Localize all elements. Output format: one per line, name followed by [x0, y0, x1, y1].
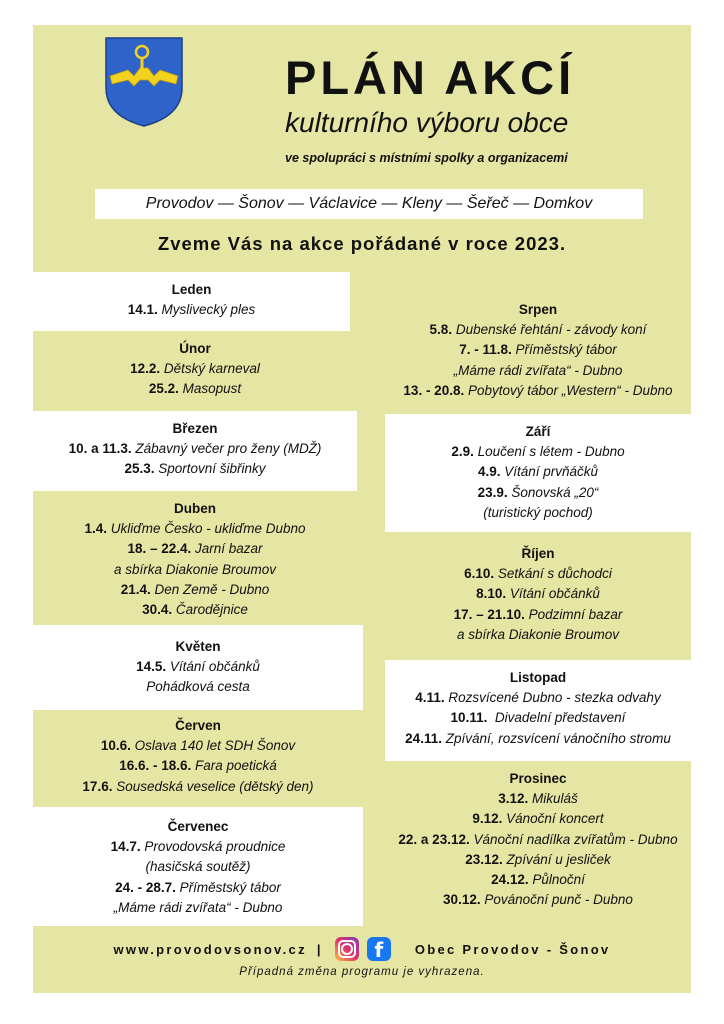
event-date: 21.4. — [120, 581, 151, 597]
month-block-duben — [33, 491, 357, 625]
event-title: Rozsvícené Dubno - stezka odvahy — [444, 690, 661, 706]
month-block-srpen — [385, 292, 691, 414]
footer-contact-line — [33, 937, 691, 961]
municipality-name: Obec Provodov - Šonov — [414, 941, 611, 957]
event-date: 16.6. - 18.6. — [119, 758, 192, 774]
event-line — [385, 729, 691, 749]
month-name: Leden — [171, 282, 212, 297]
event-date: 12.2. — [130, 361, 161, 377]
event-title: Povánoční punč - Dubno — [480, 892, 633, 908]
event-date: 7. - 11.8. — [459, 342, 512, 358]
event-title: Setkání s důchodci — [494, 566, 612, 582]
page-title: PLÁN AKCÍ — [285, 51, 576, 104]
month-block-prosinec — [385, 761, 691, 921]
event-line — [33, 657, 363, 677]
event-line — [33, 756, 363, 776]
footer-separator: | — [316, 941, 323, 957]
invitation-heading: Zveme Vás na akce pořádané v roce 2023. — [157, 233, 567, 254]
event-line — [385, 564, 691, 584]
event-title: „Máme rádi zvířata“ - Dubno — [113, 899, 283, 915]
event-date: 2.9. — [451, 444, 474, 460]
event-line — [385, 340, 691, 360]
event-title: Loučení s létem - Dubno — [473, 444, 625, 460]
month-name: Červenec — [167, 819, 229, 834]
event-line — [385, 503, 691, 523]
event-date: 24.12. — [491, 872, 529, 888]
event-line — [33, 898, 363, 918]
event-title: Příměstský tábor — [511, 342, 617, 358]
month-name: Srpen — [518, 302, 558, 317]
event-line — [385, 890, 691, 910]
event-title: „Máme rádi zvířata“ - Dubno — [453, 362, 623, 378]
event-title: Oslava 140 let SDH Šonov — [130, 738, 296, 754]
event-line — [385, 789, 691, 809]
event-line — [385, 870, 691, 890]
event-title: Zpívání u jesliček — [502, 851, 611, 867]
event-line — [33, 359, 357, 379]
event-line — [385, 483, 691, 503]
event-title: Sportovní šibřinky — [154, 461, 266, 477]
event-date: 14.1. — [127, 302, 158, 318]
event-title: Vánoční nadílka zvířatům - Dubno — [469, 831, 678, 847]
event-title: Pobytový tábor „Western“ - Dubno — [464, 382, 673, 398]
event-title: (hasičská soutěž) — [145, 859, 251, 875]
event-title: Dětský karneval — [160, 361, 260, 377]
month-block-kveten — [33, 625, 363, 710]
disclaimer-note: Případná změna programu je vyhrazena. — [239, 966, 485, 978]
event-date: 25.3. — [124, 461, 155, 477]
month-block-unor — [33, 331, 357, 411]
event-date: 8.10. — [476, 586, 507, 602]
event-title: Šonovská „20“ — [507, 484, 599, 500]
event-title: a sbírka Diakonie Broumov — [456, 626, 620, 642]
event-title: Pohádková cesta — [146, 679, 250, 695]
event-line — [385, 605, 691, 625]
event-date: 30.4. — [142, 602, 173, 618]
event-title: Vítání občánků — [166, 659, 260, 675]
event-date: 14.7. — [110, 839, 141, 855]
event-line — [33, 857, 363, 877]
event-date: 23.12. — [465, 851, 503, 867]
event-title: Zpívání, rozsvícení vánočního stromu — [441, 730, 671, 746]
event-date: 18. – 22.4. — [127, 541, 192, 557]
instagram-icon[interactable] — [335, 937, 359, 961]
event-title: Jarní bazar — [191, 541, 263, 557]
event-line — [385, 809, 691, 829]
event-title: Půlnoční — [528, 872, 585, 888]
month-name: Září — [525, 424, 551, 439]
event-line — [385, 462, 691, 482]
event-title: Provodovská proudnice — [140, 839, 286, 855]
month-block-zari — [385, 414, 691, 532]
month-name: Duben — [174, 501, 216, 516]
event-title: Vítání občánků — [506, 586, 600, 602]
tagline: ve spolupráci s místními spolky a organizacemi — [285, 151, 568, 165]
event-date: 10.6. — [100, 738, 131, 754]
event-title: Masopust — [178, 381, 242, 397]
month-name: Říjen — [521, 546, 555, 561]
month-name: Červen — [175, 718, 221, 733]
event-line — [33, 379, 357, 399]
month-block-leden — [33, 272, 350, 331]
event-date: 1.4. — [84, 521, 108, 537]
event-line — [385, 830, 691, 850]
event-date: 10.11. — [450, 710, 488, 726]
month-block-rijen — [385, 532, 691, 660]
event-title: Dubenské řehtání - závody koní — [452, 322, 647, 338]
event-date: 4.11. — [415, 690, 445, 706]
event-line — [385, 688, 691, 708]
page-subtitle: kulturního výboru obce — [285, 107, 569, 138]
event-date: 23.9. — [477, 484, 508, 500]
event-title: Myslivecký ples — [157, 302, 256, 318]
month-block-listopad — [385, 660, 691, 761]
event-line — [33, 300, 350, 320]
event-title: Čarodějnice — [172, 602, 248, 618]
event-date: 17.6. — [82, 778, 113, 794]
event-line — [33, 459, 357, 479]
event-date: 24. - 28.7. — [115, 879, 176, 895]
event-title: Podzimní bazar — [524, 606, 623, 622]
event-title: Sousedská veselice (dětský den) — [112, 778, 314, 794]
month-name: Prosinec — [509, 771, 567, 786]
event-line — [385, 625, 691, 645]
event-title: Příměstský tábor — [175, 879, 281, 895]
event-line — [33, 878, 363, 898]
month-name: Květen — [175, 639, 221, 654]
month-block-cervenec — [33, 807, 363, 926]
event-title: (turistický pochod) — [483, 504, 593, 520]
event-line — [33, 560, 357, 580]
event-line — [33, 777, 363, 797]
event-line — [385, 584, 691, 604]
event-date: 25.2. — [148, 381, 179, 397]
event-title: Ukliďme Česko - ukliďme Dubno — [107, 521, 306, 537]
villages-banner: Provodov — Šonov — Václavice — Kleny — Šeřeč — Domkov — [95, 189, 643, 219]
event-line — [33, 580, 357, 600]
event-line — [385, 850, 691, 870]
event-line — [33, 837, 363, 857]
event-line — [33, 539, 357, 559]
event-line — [385, 442, 691, 462]
event-title: Divadelní představení — [487, 710, 626, 726]
event-date: 10. a 11.3. — [68, 441, 132, 457]
event-title: Fara poetická — [191, 758, 277, 774]
event-line — [385, 361, 691, 381]
month-block-cerven — [33, 710, 363, 807]
event-date: 24.11. — [405, 730, 442, 746]
event-date: 14.5. — [136, 659, 167, 675]
event-date: 9.12. — [472, 811, 503, 827]
event-line — [33, 439, 357, 459]
event-line — [385, 320, 691, 340]
event-title: Vánoční koncert — [502, 811, 604, 827]
event-date: 30.12. — [443, 892, 481, 908]
event-date: 4.9. — [477, 464, 501, 480]
website-link[interactable]: www.provodovsonov.cz — [113, 941, 307, 957]
event-line — [33, 736, 363, 756]
event-title: Zábavný večer pro ženy (MDŽ) — [131, 441, 322, 457]
coat-of-arms-icon — [104, 36, 184, 128]
event-line — [33, 600, 357, 620]
event-line — [385, 381, 691, 401]
event-line — [385, 708, 691, 728]
event-date: 22. a 23.12. — [398, 831, 470, 847]
event-date: 5.8. — [429, 322, 453, 338]
event-title: a sbírka Diakonie Broumov — [113, 561, 277, 577]
facebook-icon[interactable]: f — [367, 937, 391, 961]
event-line — [33, 519, 357, 539]
event-date: 3.12. — [498, 791, 529, 807]
event-date: 13. - 20.8. — [403, 382, 465, 398]
month-name: Únor — [179, 341, 211, 356]
event-title: Den Země - Dubno — [150, 581, 270, 597]
event-date: 6.10. — [464, 566, 495, 582]
event-title: Vítání prvňáčků — [500, 464, 599, 480]
event-title: Mikuláš — [528, 791, 578, 807]
event-date: 17. – 21.10. — [453, 606, 525, 622]
event-line — [33, 677, 363, 697]
month-name: Listopad — [509, 670, 567, 685]
month-block-brezen — [33, 411, 357, 491]
month-name: Březen — [172, 421, 218, 436]
